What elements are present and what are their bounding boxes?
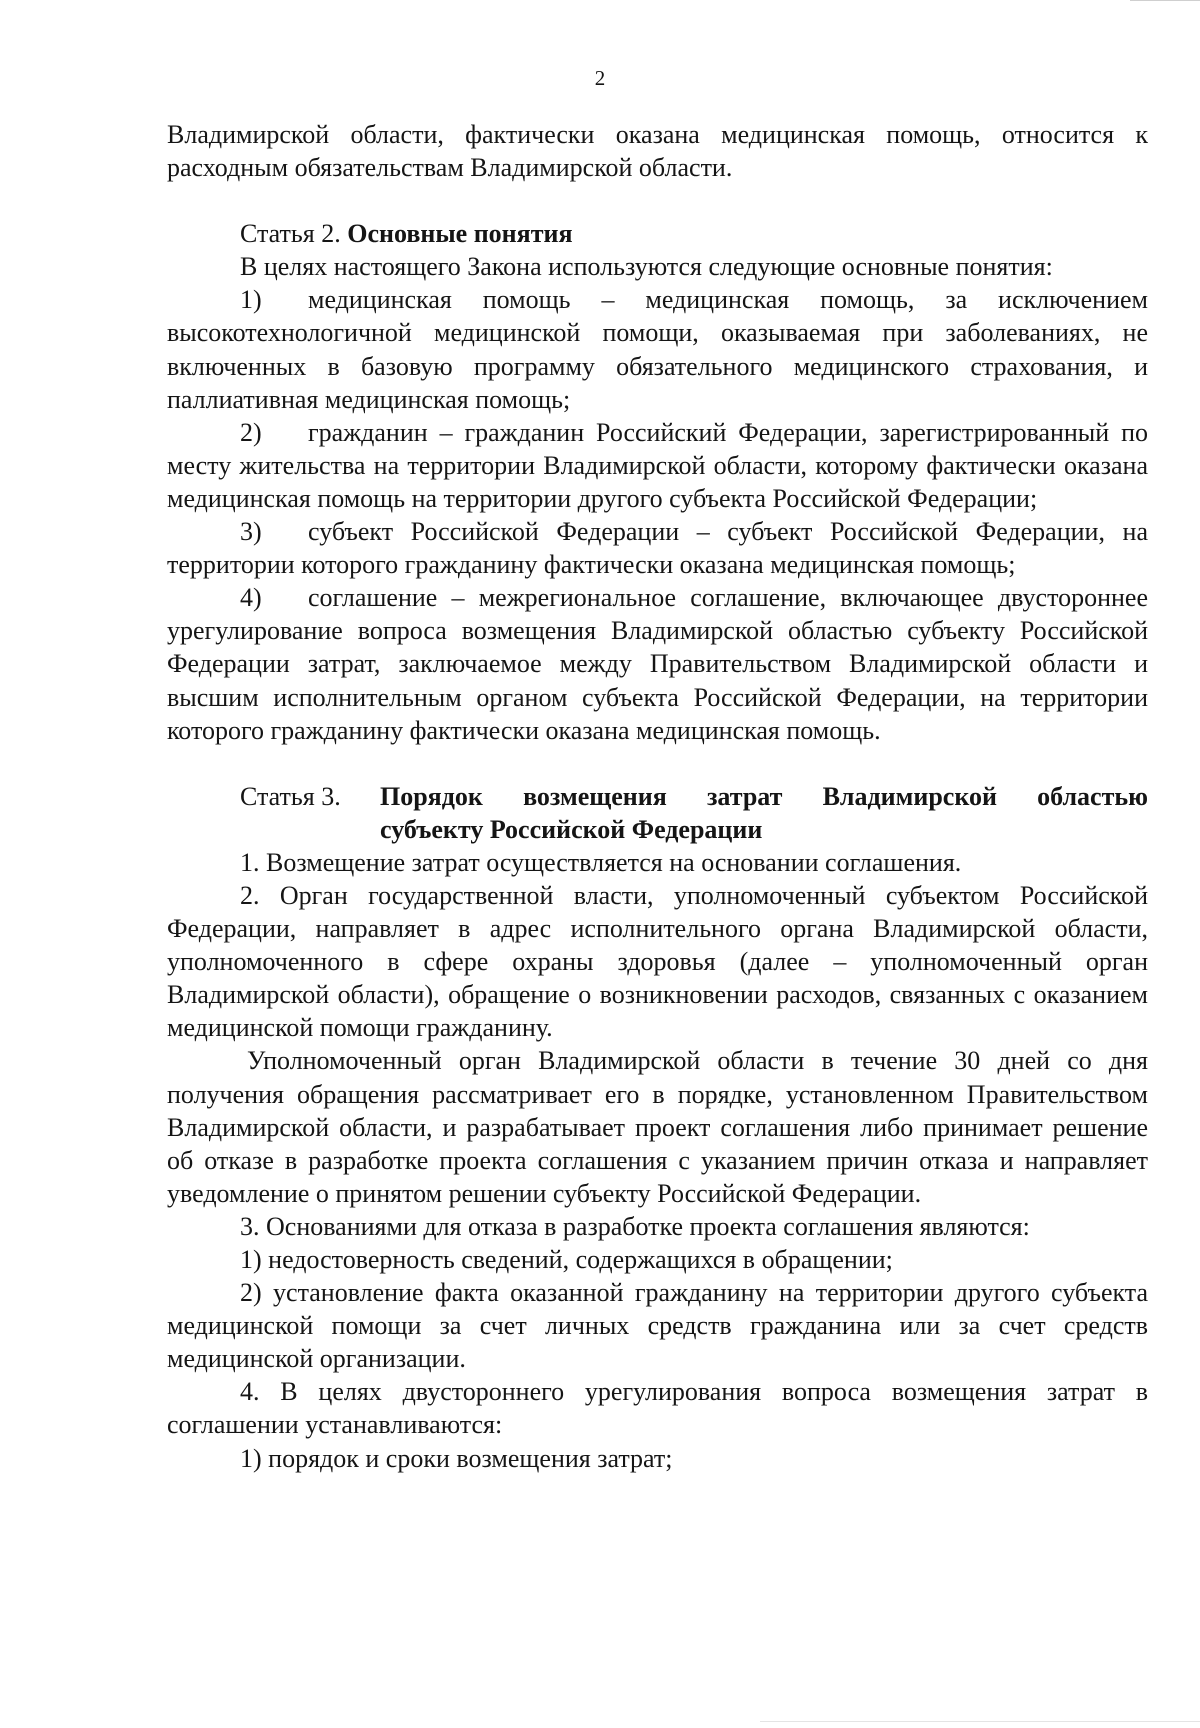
article-2-lead: В целях настоящего Закона используются следующие основные понятия: <box>240 252 1053 282</box>
article-3-title-line-2: субъекту Российской Федерации <box>380 814 763 844</box>
article-3-point-4: 4. В целях двустороннего урегулирования вопроса возмещения затрат в соглашении устанавливаются: <box>167 1377 1148 1440</box>
definition-text: гражданин – гражданин Российский Федерации, зарегистрированный по месту жительства на территории Владимирской области, которому фактически оказана медицинская помощь на территории другого субъекта Российской Федерации; <box>167 417 1148 513</box>
article-2-label: Статья 2. <box>240 219 341 249</box>
definition-item <box>167 515 1148 581</box>
definition-text: субъект Российской Федерации – субъект Российской Федерации, на территории которого гражданину фактически оказана медицинская помощь; <box>167 517 1148 580</box>
article-3-label: Статья 3. <box>240 781 341 811</box>
definition-item <box>167 416 1148 515</box>
article-3-point-3-item-2: 2) установление факта оказанной гражданину на территории другого субъекта медицинской помощи за счет личных средств гражданина или за счет средств медицинской организации. <box>167 1278 1148 1374</box>
spacer <box>167 747 1148 780</box>
article-3-point-2-continued: Уполномоченный орган Владимирской области в течение 30 дней со дня получения обращения рассматривает его в порядке, установленном Правительством Владимирской области, и разрабатывает проект соглашения либо принимает решение об отказе в разработке проекта соглашения с указанием причин отказа и направляет уведомление о принятом решении субъекту Российской Федерации. <box>167 1046 1148 1208</box>
definition-number: 3) <box>240 517 262 547</box>
definition-number: 1) <box>240 285 262 315</box>
article-2-title: Основные понятия <box>347 219 573 249</box>
intro-paragraph: Владимирской области, фактически оказана медицинская помощь, относится к расходным обязательствам Владимирской области. <box>167 120 1148 183</box>
page-number: 2 <box>594 66 606 90</box>
definition-number: 2) <box>240 417 262 447</box>
definition-text: медицинская помощь – медицинская помощь, за исключением высокотехнологичной медицинской помощи, оказываемая при заболеваниях, не включенных в базовую программу обязательного медицинского страхования, и паллиативная медицинская помощь; <box>167 285 1148 414</box>
definition-number: 4) <box>240 583 262 613</box>
article-3-title <box>342 780 1148 846</box>
definition-item <box>167 581 1148 746</box>
article-3-point-3-item-1: 1) недостоверность сведений, содержащихся в обращении; <box>240 1245 893 1274</box>
definition-text: соглашение – межрегиональное соглашение, включающее двустороннее урегулирование вопроса возмещения Владимирской областью субъекту Российской Федерации затрат, заключаемое между Правительством Владимирской области и высшим исполнительным органом субъекта Российской Федерации, на территории которого гражданину фактически оказана медицинская помощь. <box>167 583 1148 745</box>
article-3-title-line-1: Порядок возмещения затрат Владимирской областью <box>380 781 1148 811</box>
article-2-heading <box>167 217 1148 250</box>
article-3-point-3: 3. Основаниями для отказа в разработке проекта соглашения являются: <box>240 1211 1030 1241</box>
article-3-point-1: 1. Возмещение затрат осуществляется на основании соглашения. <box>240 847 962 877</box>
article-3-point-2: 2. Орган государственной власти, уполномоченный субъектом Российской Федерации, направляет в адрес исполнительного органа Владимирской области, уполномоченного в сфере охраны здоровья (далее – уполномоченный орган Владимирской области), обращение о возникновении расходов, связанных с оказанием медицинской помощи гражданину. <box>167 880 1148 1043</box>
article-3-point-4-item-1: 1) порядок и сроки возмещения затрат; <box>240 1443 673 1473</box>
spacer <box>167 184 1148 217</box>
definition-item <box>167 283 1148 415</box>
scan-edge-line <box>760 1721 1200 1722</box>
scan-edge-line <box>1130 0 1200 1</box>
document-body <box>167 118 1148 1475</box>
article-3-heading <box>167 780 1148 846</box>
